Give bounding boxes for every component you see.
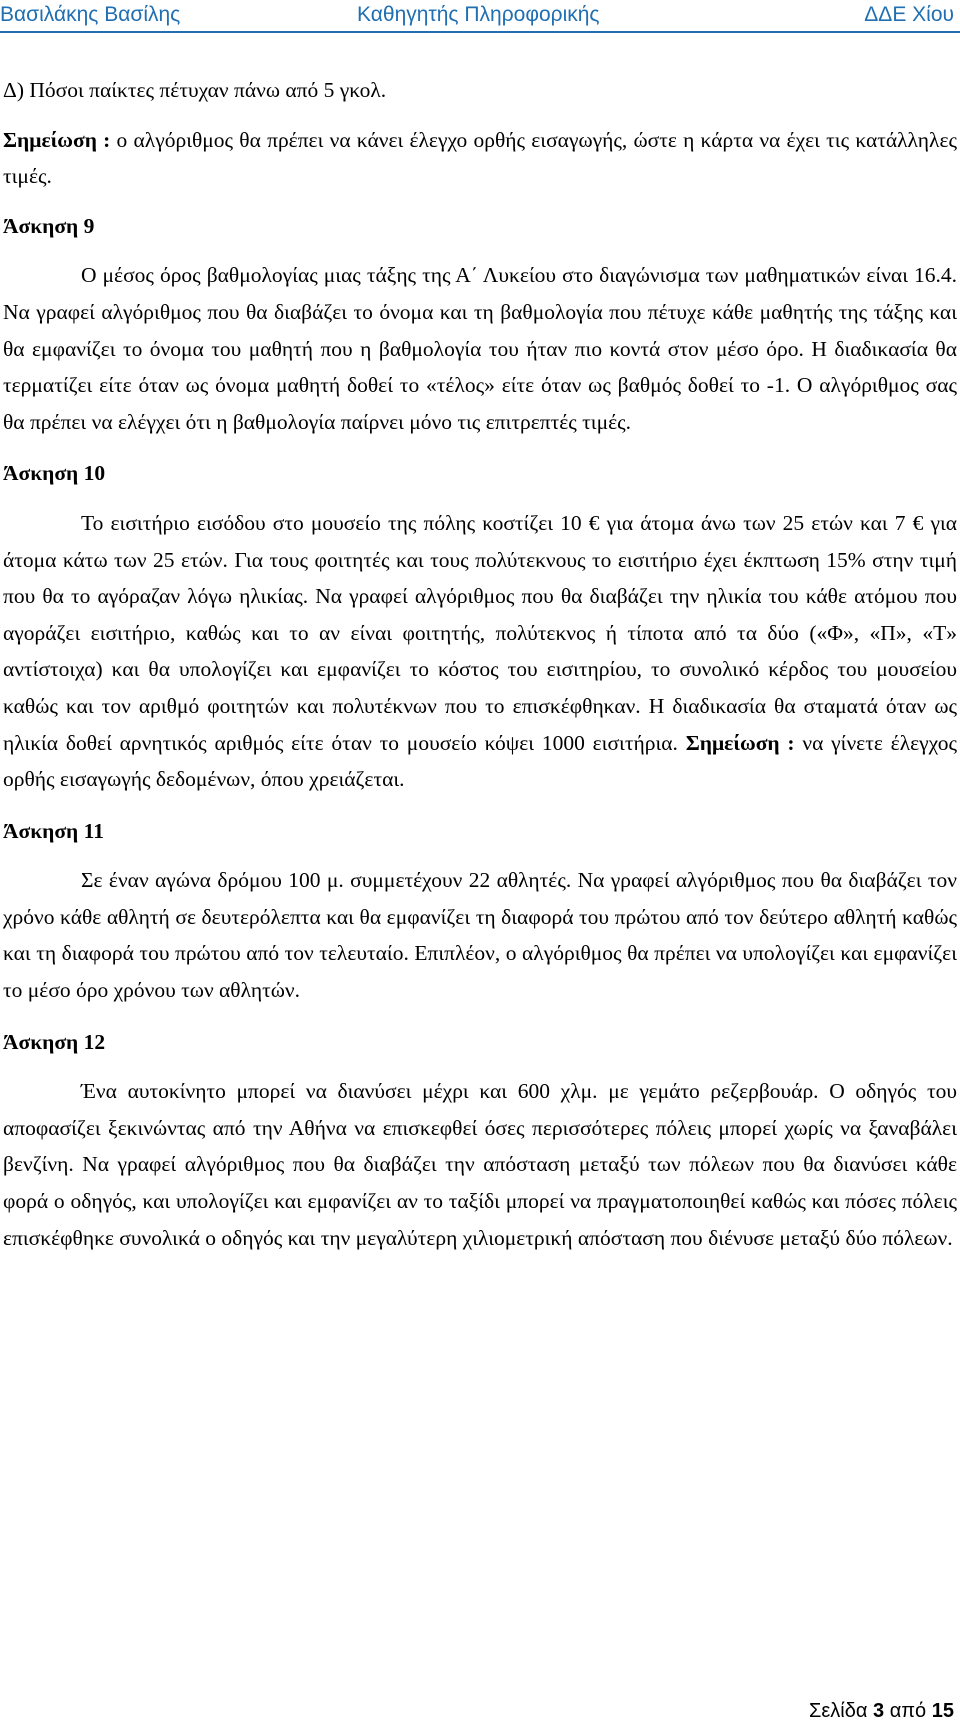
exercise-10-note-label: Σημείωση : [685,730,795,755]
exercise-10-note-text: να γίνετε έλεγχος ορθής εισαγωγής δεδομένων, όπου χρειάζεται. [3,730,957,792]
exercise-9-text: Ο μέσος όρος βαθμολογίας μιας τάξης της Α΄ Λυκείου στο διαγώνισμα των μαθηματικών είναι 16.4. Να γραφεί αλγόριθμος που θα διαβάζει το όνομα και τη βαθμολογία που πέτυχε κάθε μαθητής της τάξης και θα εμφανίζει το όνομα του μαθητή που η βαθμολογία του ήταν πιο κοντά στον μέσο όρο. Η διαδικασία θα τερματίζει είτε όταν ως όνομα μαθητή δοθεί το «τέλος» είτε όταν ως βαθμός δοθεί το -1. Ο αλγόριθμος σας θα πρέπει να ελέγχει ότι η βαθμολογία παίρνει μόνο τις επιτρεπτές τιμές. [3,263,957,434]
header-role: Καθηγητής Πληροφορικής [357,3,600,26]
exercise-11-text: Σε έναν αγώνα δρόμου 100 μ. συμμετέχουν 22 αθλητές. Να γραφεί αλγόριθμος που θα διαβάζει τον χρόνο κάθε αθλητή σε δευτερόλεπτα και θα εμφανίζει τη διαφορά του πρώτου από τον δεύτερο αθλητή καθώς και τη διαφορά του πρώτου από τον τελευταίο. Επιπλέον, ο αλγόριθμος θα πρέπει να υπολογίζει και εμφανίζει το μέσο όρο χρόνου των αθλητών. [3,868,957,1003]
header-author: Βασιλάκης Βασίλης [0,3,181,26]
note-text: ο αλγόριθμος θα πρέπει να κάνει έλεγχο ορθής εισαγωγής, ώστε η κάρτα να έχει τις κατάλληλες τιμές. [3,127,958,189]
document-body [3,72,957,1256]
page-header [0,0,960,36]
footer-middle: από [884,1700,932,1722]
exercise-10-text [3,505,957,798]
footer-prefix: Σελίδα [809,1700,874,1722]
note-paragraph [3,122,957,195]
exercise-10-body: Το εισιτήριο εισόδου στο μουσείο της πόλης κοστίζει 10 € για άτομα άνω των 25 ετών και 7 € για άτομα κάτω των 25 ετών. Για τους φοιτητές και τους πολύτεκνους το εισιτήριο έχει έκπτωση 15% στην τιμή που θα το αγόραζαν λόγω ηλικίας. Να γραφεί αλγόριθμος που θα διαβάζει την ηλικία του κάθε ατόμου που αγοράζει εισιτήριο, καθώς και το αν είναι φοιτητής, πολύτεκνος ή τίποτα από τα δύο («Φ», «Π», «Τ» αντίστοιχα) και θα υπολογίζει και εμφανίζει το κόστος του εισιτηρίου, το συνολικό κέρδος του μουσείου καθώς και τον αριθμό φοιτητών και πολυτέκνων που το επισκέφθηκαν. Η διαδικασία θα σταματά όταν ως ηλικία δοθεί αρνητικός αριθμός είτε όταν το μουσείο κόψει 1000 εισιτήρια. [3,510,957,755]
question-d: Δ) Πόσοι παίκτες πέτυχαν πάνω από 5 γκολ. [3,78,387,102]
footer-page-number: 3 [873,1700,885,1722]
header-school: ΔΔΕ Χίου [864,3,954,26]
exercise-10-title: Άσκηση 10 [3,461,106,486]
page-footer [809,1700,954,1723]
footer-total-pages: 15 [931,1700,954,1722]
exercise-12-title: Άσκηση 12 [3,1029,106,1054]
note-label: Σημείωση : [3,127,111,152]
exercise-11-title: Άσκηση 11 [3,818,104,843]
exercise-12-text: Ένα αυτοκίνητο μπορεί να διανύσει μέχρι και 600 χλμ. με γεμάτο ρεζερβουάρ. Ο οδηγός του αποφασίζει ξεκινώντας από την Αθήνα να επισκεφθεί όσες περισσότερες πόλεις μπορεί χωρίς να ξαναβάλει βενζίνη. Να γραφεί αλγόριθμος που θα διαβάζει την απόσταση μεταξύ των πόλεων που θα διανύσει κάθε φορά ο οδηγός, και υπολογίζει και εμφανίζει αν το ταξίδι μπορεί να πραγματοποιηθεί καθώς και πόσες πόλεις επισκέφθηκε συνολικά ο οδηγός και την μεγαλύτερη χιλιομετρική απόσταση που διένυσε μεταξύ δύο πόλεων. [3,1079,957,1250]
header-divider [0,31,960,33]
exercise-9-title: Άσκηση 9 [3,213,95,238]
